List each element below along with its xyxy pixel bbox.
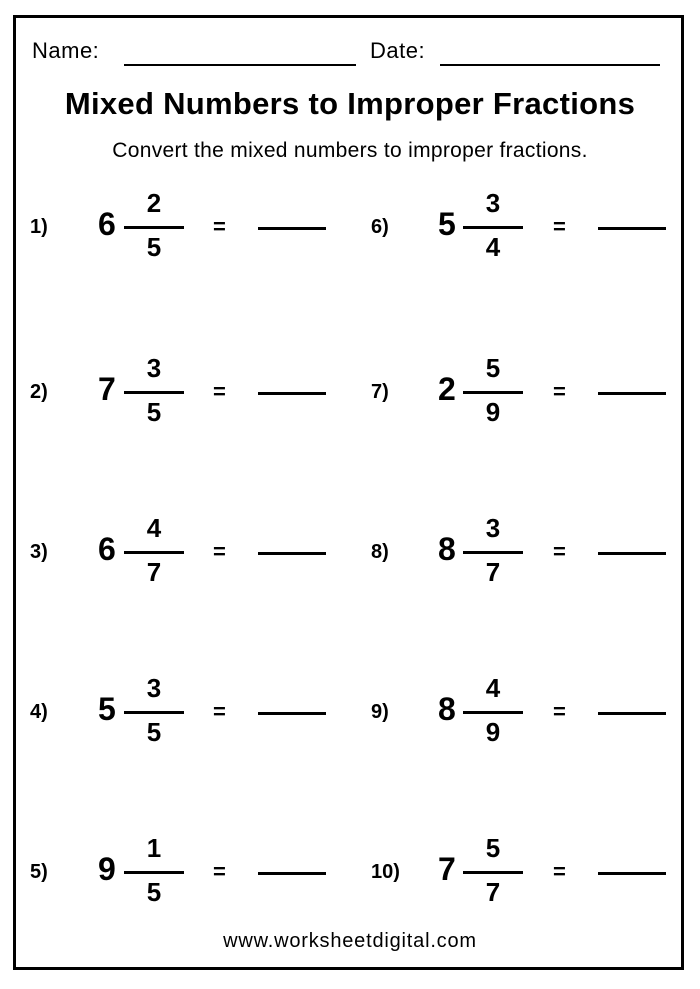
numerator: 2 — [146, 188, 162, 218]
answer-blank[interactable] — [598, 872, 666, 875]
whole-number: 6 — [98, 206, 116, 242]
whole-number: 8 — [438, 691, 456, 727]
problem-number: 1) — [30, 216, 48, 238]
numerator: 3 — [146, 353, 162, 383]
denominator: 7 — [485, 877, 501, 907]
equals-sign: = — [553, 539, 566, 564]
problem-number: 9) — [371, 701, 389, 723]
equals-sign: = — [213, 859, 226, 884]
equals-sign: = — [213, 699, 226, 724]
whole-number: 6 — [98, 531, 116, 567]
whole-number: 8 — [438, 531, 456, 567]
numerator: 4 — [146, 513, 162, 543]
answer-blank[interactable] — [598, 227, 666, 230]
name-field[interactable] — [124, 64, 356, 66]
denominator: 5 — [146, 877, 162, 907]
instructions: Convert the mixed numbers to improper fractions. — [112, 139, 588, 162]
answer-blank[interactable] — [598, 552, 666, 555]
denominator: 9 — [485, 397, 501, 427]
denominator: 4 — [485, 232, 501, 262]
whole-number: 2 — [438, 371, 456, 407]
numerator: 3 — [485, 513, 501, 543]
problem-item — [0, 833, 700, 913]
problem-number: 5) — [30, 861, 48, 883]
fraction-bar — [463, 391, 523, 394]
answer-blank[interactable] — [598, 392, 666, 395]
whole-number: 7 — [98, 371, 116, 407]
numerator: 3 — [485, 188, 501, 218]
denominator: 5 — [146, 232, 162, 262]
problem-number: 7) — [371, 381, 389, 403]
problem-number: 8) — [371, 541, 389, 563]
denominator: 9 — [485, 717, 501, 747]
problem-item — [0, 673, 700, 753]
equals-sign: = — [553, 699, 566, 724]
equals-sign: = — [553, 214, 566, 239]
equals-sign: = — [213, 539, 226, 564]
numerator: 5 — [485, 353, 501, 383]
date-field[interactable] — [440, 64, 660, 66]
fraction-bar — [463, 871, 523, 874]
whole-number: 7 — [438, 851, 456, 887]
equals-sign: = — [213, 379, 226, 404]
problem-number: 10) — [371, 861, 400, 883]
problem-item — [0, 188, 700, 268]
problem-number: 3) — [30, 541, 48, 563]
denominator: 7 — [146, 557, 162, 587]
fraction-bar — [463, 551, 523, 554]
equals-sign: = — [553, 379, 566, 404]
fraction-bar — [463, 226, 523, 229]
answer-blank[interactable] — [598, 712, 666, 715]
numerator: 1 — [146, 833, 162, 863]
numerator: 5 — [485, 833, 501, 863]
numerator: 3 — [146, 673, 162, 703]
problem-item — [0, 513, 700, 593]
problem-number: 4) — [30, 701, 48, 723]
denominator: 5 — [146, 717, 162, 747]
page-title: Mixed Numbers to Improper Fractions — [64, 86, 636, 121]
numerator: 4 — [485, 673, 501, 703]
problem-item — [0, 353, 700, 433]
whole-number: 5 — [438, 206, 456, 242]
name-label: Name: — [32, 38, 100, 63]
equals-sign: = — [553, 859, 566, 884]
date-label: Date: — [370, 38, 426, 63]
whole-number: 5 — [98, 691, 116, 727]
denominator: 5 — [146, 397, 162, 427]
equals-sign: = — [213, 214, 226, 239]
problem-number: 6) — [371, 216, 389, 238]
whole-number: 9 — [98, 851, 116, 887]
problem-number: 2) — [30, 381, 48, 403]
fraction-bar — [463, 711, 523, 714]
denominator: 7 — [485, 557, 501, 587]
footer-url: www.worksheetdigital.com — [223, 930, 477, 952]
